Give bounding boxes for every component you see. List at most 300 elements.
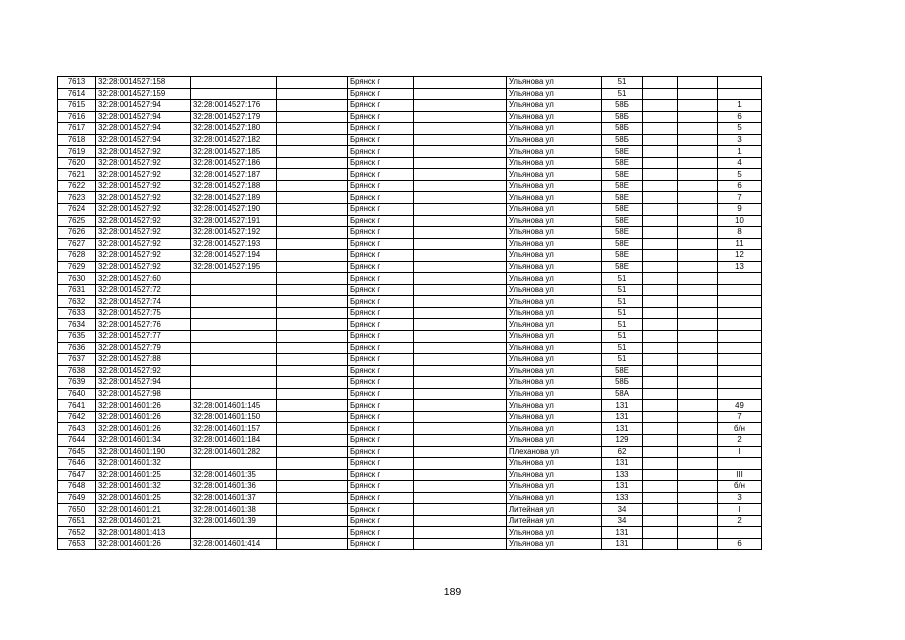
street-cell: Ульянова ул	[507, 354, 602, 366]
table-row	[58, 100, 762, 112]
table-row	[58, 169, 762, 181]
street-cell: Ульянова ул	[507, 215, 602, 227]
apartment-number-cell	[718, 527, 762, 539]
house-number-cell: 131	[602, 400, 643, 412]
empty-cell	[414, 88, 507, 100]
street-cell: Ульянова ул	[507, 411, 602, 423]
table-row	[58, 157, 762, 169]
cadastral-number-cell: 32:28:0014527:94	[96, 377, 191, 389]
city-cell: Брянск г	[348, 446, 414, 458]
empty-cell	[414, 250, 507, 262]
empty-cell	[678, 238, 718, 250]
table-row	[58, 331, 762, 343]
empty-cell	[678, 169, 718, 181]
house-number-cell: 58Е	[602, 169, 643, 181]
city-cell: Брянск г	[348, 111, 414, 123]
street-cell: Литейная ул	[507, 504, 602, 516]
row-number-cell: 7652	[58, 527, 96, 539]
empty-cell	[643, 238, 678, 250]
table-row	[58, 492, 762, 504]
empty-cell	[414, 146, 507, 158]
house-number-cell: 58Е	[602, 180, 643, 192]
cadastral-number-cell: 32:28:0014527:94	[96, 111, 191, 123]
empty-cell	[414, 504, 507, 516]
empty-cell	[277, 423, 348, 435]
apartment-number-cell: 2	[718, 434, 762, 446]
row-number-cell: 7618	[58, 134, 96, 146]
empty-cell	[277, 446, 348, 458]
empty-cell	[678, 88, 718, 100]
cadastral-number-cell: 32:28:0014527:72	[96, 284, 191, 296]
street-cell: Ульянова ул	[507, 469, 602, 481]
page-number: 189	[443, 586, 462, 598]
cadastral-number-cell: 32:28:0014527:92	[96, 365, 191, 377]
street-cell: Ульянова ул	[507, 77, 602, 89]
empty-cell	[643, 331, 678, 343]
empty-cell	[414, 134, 507, 146]
empty-cell	[277, 215, 348, 227]
apartment-number-cell	[718, 296, 762, 308]
city-cell: Брянск г	[348, 411, 414, 423]
child-cadastral-number-cell: 32:28:0014601:184	[191, 434, 277, 446]
apartment-number-cell: I	[718, 504, 762, 516]
empty-cell	[643, 134, 678, 146]
empty-cell	[678, 481, 718, 493]
street-cell: Ульянова ул	[507, 111, 602, 123]
table-row	[58, 342, 762, 354]
street-cell: Ульянова ул	[507, 458, 602, 470]
child-cadastral-number-cell: 32:28:0014527:187	[191, 169, 277, 181]
empty-cell	[643, 469, 678, 481]
apartment-number-cell: III	[718, 469, 762, 481]
cadastral-number-cell: 32:28:0014601:26	[96, 411, 191, 423]
row-number-cell: 7649	[58, 492, 96, 504]
empty-cell	[414, 411, 507, 423]
empty-cell	[277, 388, 348, 400]
apartment-number-cell	[718, 319, 762, 331]
cadastral-number-cell: 32:28:0014601:26	[96, 538, 191, 550]
city-cell: Брянск г	[348, 458, 414, 470]
house-number-cell: 131	[602, 423, 643, 435]
empty-cell	[277, 458, 348, 470]
table-row	[58, 134, 762, 146]
cadastral-number-cell: 32:28:0014527:92	[96, 169, 191, 181]
cadastral-number-cell: 32:28:0014527:92	[96, 215, 191, 227]
apartment-number-cell: 1	[718, 100, 762, 112]
street-cell: Ульянова ул	[507, 481, 602, 493]
cadastral-number-cell: 32:28:0014527:92	[96, 192, 191, 204]
empty-cell	[414, 365, 507, 377]
house-number-cell: 51	[602, 319, 643, 331]
empty-cell	[414, 319, 507, 331]
cadastral-number-cell: 32:28:0014601:32	[96, 481, 191, 493]
empty-cell	[643, 515, 678, 527]
empty-cell	[643, 296, 678, 308]
house-number-cell: 129	[602, 434, 643, 446]
empty-cell	[414, 469, 507, 481]
empty-cell	[277, 284, 348, 296]
empty-cell	[414, 492, 507, 504]
house-number-cell: 51	[602, 296, 643, 308]
empty-cell	[643, 180, 678, 192]
cadastral-number-cell: 32:28:0014527:92	[96, 227, 191, 239]
row-number-cell: 7642	[58, 411, 96, 423]
empty-cell	[277, 146, 348, 158]
row-number-cell: 7628	[58, 250, 96, 262]
empty-cell	[678, 342, 718, 354]
house-number-cell: 58Е	[602, 157, 643, 169]
street-cell: Ульянова ул	[507, 538, 602, 550]
row-number-cell: 7636	[58, 342, 96, 354]
house-number-cell: 58Б	[602, 377, 643, 389]
empty-cell	[414, 377, 507, 389]
table-row	[58, 146, 762, 158]
house-number-cell: 133	[602, 469, 643, 481]
house-number-cell: 58Е	[602, 261, 643, 273]
apartment-number-cell: 49	[718, 400, 762, 412]
table-row	[58, 458, 762, 470]
empty-cell	[678, 388, 718, 400]
table-row	[58, 411, 762, 423]
row-number-cell: 7619	[58, 146, 96, 158]
house-number-cell: 58Е	[602, 215, 643, 227]
house-number-cell: 51	[602, 354, 643, 366]
child-cadastral-number-cell	[191, 319, 277, 331]
child-cadastral-number-cell: 32:28:0014601:36	[191, 481, 277, 493]
empty-cell	[643, 192, 678, 204]
empty-cell	[643, 284, 678, 296]
row-number-cell: 7640	[58, 388, 96, 400]
empty-cell	[678, 111, 718, 123]
city-cell: Брянск г	[348, 296, 414, 308]
empty-cell	[678, 411, 718, 423]
apartment-number-cell: 7	[718, 411, 762, 423]
empty-cell	[643, 492, 678, 504]
table-row	[58, 400, 762, 412]
child-cadastral-number-cell: 32:28:0014527:193	[191, 238, 277, 250]
row-number-cell: 7646	[58, 458, 96, 470]
cadastral-number-cell: 32:28:0014527:92	[96, 157, 191, 169]
apartment-number-cell: 5	[718, 123, 762, 135]
table-row	[58, 481, 762, 493]
street-cell: Ульянова ул	[507, 180, 602, 192]
empty-cell	[277, 342, 348, 354]
street-cell: Ульянова ул	[507, 273, 602, 285]
table-row	[58, 111, 762, 123]
table-row	[58, 434, 762, 446]
empty-cell	[678, 192, 718, 204]
cadastral-number-cell: 32:28:0014601:21	[96, 515, 191, 527]
empty-cell	[414, 284, 507, 296]
apartment-number-cell: 2	[718, 515, 762, 527]
apartment-number-cell: 1	[718, 146, 762, 158]
empty-cell	[643, 227, 678, 239]
empty-cell	[643, 481, 678, 493]
city-cell: Брянск г	[348, 77, 414, 89]
street-cell: Ульянова ул	[507, 296, 602, 308]
row-number-cell: 7620	[58, 157, 96, 169]
street-cell: Ульянова ул	[507, 123, 602, 135]
house-number-cell: 51	[602, 331, 643, 343]
city-cell: Брянск г	[348, 204, 414, 216]
cadastral-number-cell: 32:28:0014601:32	[96, 458, 191, 470]
street-cell: Ульянова ул	[507, 134, 602, 146]
empty-cell	[678, 469, 718, 481]
empty-cell	[414, 215, 507, 227]
house-number-cell: 51	[602, 88, 643, 100]
table-row	[58, 261, 762, 273]
apartment-number-cell	[718, 377, 762, 389]
table-row	[58, 515, 762, 527]
child-cadastral-number-cell: 32:28:0014527:180	[191, 123, 277, 135]
row-number-cell: 7631	[58, 284, 96, 296]
row-number-cell: 7634	[58, 319, 96, 331]
empty-cell	[414, 331, 507, 343]
empty-cell	[643, 527, 678, 539]
table-body	[58, 77, 762, 550]
cadastral-number-cell: 32:28:0014527:159	[96, 88, 191, 100]
apartment-number-cell: 13	[718, 261, 762, 273]
row-number-cell: 7614	[58, 88, 96, 100]
empty-cell	[414, 192, 507, 204]
apartment-number-cell: 9	[718, 204, 762, 216]
city-cell: Брянск г	[348, 538, 414, 550]
cadastral-number-cell: 32:28:0014527:92	[96, 250, 191, 262]
city-cell: Брянск г	[348, 469, 414, 481]
house-number-cell: 58Е	[602, 227, 643, 239]
empty-cell	[277, 319, 348, 331]
empty-cell	[643, 538, 678, 550]
table-row	[58, 250, 762, 262]
empty-cell	[277, 238, 348, 250]
row-number-cell: 7617	[58, 123, 96, 135]
empty-cell	[277, 123, 348, 135]
empty-cell	[277, 400, 348, 412]
street-cell: Ульянова ул	[507, 434, 602, 446]
empty-cell	[678, 180, 718, 192]
empty-cell	[643, 307, 678, 319]
child-cadastral-number-cell: 32:28:0014527:176	[191, 100, 277, 112]
apartment-number-cell: 5	[718, 169, 762, 181]
empty-cell	[414, 307, 507, 319]
city-cell: Брянск г	[348, 388, 414, 400]
table-row	[58, 273, 762, 285]
empty-cell	[643, 365, 678, 377]
city-cell: Брянск г	[348, 100, 414, 112]
empty-cell	[414, 169, 507, 181]
city-cell: Брянск г	[348, 227, 414, 239]
empty-cell	[643, 400, 678, 412]
empty-cell	[414, 400, 507, 412]
house-number-cell: 51	[602, 307, 643, 319]
table-row	[58, 77, 762, 89]
table-row	[58, 319, 762, 331]
empty-cell	[678, 307, 718, 319]
empty-cell	[678, 250, 718, 262]
street-cell: Ульянова ул	[507, 492, 602, 504]
street-cell: Ульянова ул	[507, 192, 602, 204]
empty-cell	[277, 134, 348, 146]
cadastral-number-cell: 32:28:0014601:26	[96, 400, 191, 412]
child-cadastral-number-cell	[191, 354, 277, 366]
empty-cell	[414, 157, 507, 169]
row-number-cell: 7637	[58, 354, 96, 366]
cadastral-number-cell: 32:28:0014527:94	[96, 123, 191, 135]
empty-cell	[643, 354, 678, 366]
apartment-number-cell	[718, 458, 762, 470]
empty-cell	[678, 146, 718, 158]
city-cell: Брянск г	[348, 342, 414, 354]
street-cell: Ульянова ул	[507, 204, 602, 216]
child-cadastral-number-cell: 32:28:0014601:282	[191, 446, 277, 458]
empty-cell	[643, 261, 678, 273]
empty-cell	[414, 227, 507, 239]
empty-cell	[414, 204, 507, 216]
empty-cell	[643, 146, 678, 158]
house-number-cell: 131	[602, 411, 643, 423]
city-cell: Брянск г	[348, 481, 414, 493]
child-cadastral-number-cell: 32:28:0014601:150	[191, 411, 277, 423]
empty-cell	[277, 204, 348, 216]
child-cadastral-number-cell	[191, 388, 277, 400]
child-cadastral-number-cell	[191, 77, 277, 89]
empty-cell	[678, 527, 718, 539]
city-cell: Брянск г	[348, 192, 414, 204]
empty-cell	[643, 123, 678, 135]
street-cell: Ульянова ул	[507, 365, 602, 377]
child-cadastral-number-cell: 32:28:0014601:35	[191, 469, 277, 481]
empty-cell	[277, 411, 348, 423]
empty-cell	[277, 100, 348, 112]
street-cell: Ульянова ул	[507, 331, 602, 343]
apartment-number-cell	[718, 88, 762, 100]
row-number-cell: 7643	[58, 423, 96, 435]
empty-cell	[277, 192, 348, 204]
street-cell: Ульянова ул	[507, 146, 602, 158]
empty-cell	[414, 261, 507, 273]
row-number-cell: 7626	[58, 227, 96, 239]
empty-cell	[277, 180, 348, 192]
empty-cell	[277, 481, 348, 493]
city-cell: Брянск г	[348, 492, 414, 504]
child-cadastral-number-cell: 32:28:0014527:186	[191, 157, 277, 169]
empty-cell	[414, 423, 507, 435]
child-cadastral-number-cell: 32:28:0014601:38	[191, 504, 277, 516]
cadastral-number-cell: 32:28:0014527:92	[96, 204, 191, 216]
apartment-number-cell: 8	[718, 227, 762, 239]
table-row	[58, 180, 762, 192]
city-cell: Брянск г	[348, 331, 414, 343]
empty-cell	[678, 515, 718, 527]
table-row	[58, 377, 762, 389]
empty-cell	[643, 458, 678, 470]
street-cell: Ульянова ул	[507, 284, 602, 296]
house-number-cell: 51	[602, 273, 643, 285]
row-number-cell: 7650	[58, 504, 96, 516]
empty-cell	[277, 77, 348, 89]
empty-cell	[678, 284, 718, 296]
child-cadastral-number-cell: 32:28:0014527:188	[191, 180, 277, 192]
child-cadastral-number-cell: 32:28:0014527:179	[191, 111, 277, 123]
child-cadastral-number-cell: 32:28:0014527:195	[191, 261, 277, 273]
table-row	[58, 204, 762, 216]
empty-cell	[643, 77, 678, 89]
cadastral-number-cell: 32:28:0014601:25	[96, 469, 191, 481]
empty-cell	[643, 377, 678, 389]
cadastral-number-cell: 32:28:0014527:92	[96, 238, 191, 250]
house-number-cell: 58Б	[602, 111, 643, 123]
apartment-number-cell	[718, 354, 762, 366]
empty-cell	[678, 227, 718, 239]
row-number-cell: 7645	[58, 446, 96, 458]
cadastral-number-cell: 32:28:0014527:60	[96, 273, 191, 285]
city-cell: Брянск г	[348, 319, 414, 331]
city-cell: Брянск г	[348, 157, 414, 169]
city-cell: Брянск г	[348, 284, 414, 296]
street-cell: Ульянова ул	[507, 250, 602, 262]
table-row	[58, 227, 762, 239]
empty-cell	[643, 88, 678, 100]
apartment-number-cell: 10	[718, 215, 762, 227]
house-number-cell: 58Е	[602, 250, 643, 262]
child-cadastral-number-cell	[191, 527, 277, 539]
empty-cell	[277, 492, 348, 504]
empty-cell	[414, 388, 507, 400]
empty-cell	[277, 469, 348, 481]
empty-cell	[414, 446, 507, 458]
table-row	[58, 446, 762, 458]
child-cadastral-number-cell	[191, 284, 277, 296]
empty-cell	[678, 538, 718, 550]
empty-cell	[643, 446, 678, 458]
table-row	[58, 296, 762, 308]
street-cell: Плеханова ул	[507, 446, 602, 458]
table-row	[58, 238, 762, 250]
house-number-cell: 131	[602, 538, 643, 550]
house-number-cell: 58Б	[602, 134, 643, 146]
table-row	[58, 469, 762, 481]
child-cadastral-number-cell: 32:28:0014527:194	[191, 250, 277, 262]
apartment-number-cell: I	[718, 446, 762, 458]
cadastral-number-cell: 32:28:0014527:75	[96, 307, 191, 319]
row-number-cell: 7624	[58, 204, 96, 216]
child-cadastral-number-cell	[191, 377, 277, 389]
city-cell: Брянск г	[348, 423, 414, 435]
apartment-number-cell: 11	[718, 238, 762, 250]
empty-cell	[643, 273, 678, 285]
empty-cell	[678, 157, 718, 169]
empty-cell	[678, 504, 718, 516]
empty-cell	[277, 527, 348, 539]
street-cell: Ульянова ул	[507, 307, 602, 319]
row-number-cell: 7633	[58, 307, 96, 319]
empty-cell	[414, 354, 507, 366]
empty-cell	[414, 515, 507, 527]
child-cadastral-number-cell: 32:28:0014527:185	[191, 146, 277, 158]
cadastral-number-cell: 32:28:0014527:79	[96, 342, 191, 354]
empty-cell	[643, 250, 678, 262]
city-cell: Брянск г	[348, 123, 414, 135]
empty-cell	[678, 492, 718, 504]
empty-cell	[678, 434, 718, 446]
row-number-cell: 7630	[58, 273, 96, 285]
row-number-cell: 7627	[58, 238, 96, 250]
empty-cell	[277, 88, 348, 100]
empty-cell	[643, 157, 678, 169]
child-cadastral-number-cell	[191, 458, 277, 470]
empty-cell	[643, 411, 678, 423]
apartment-number-cell: 7	[718, 192, 762, 204]
